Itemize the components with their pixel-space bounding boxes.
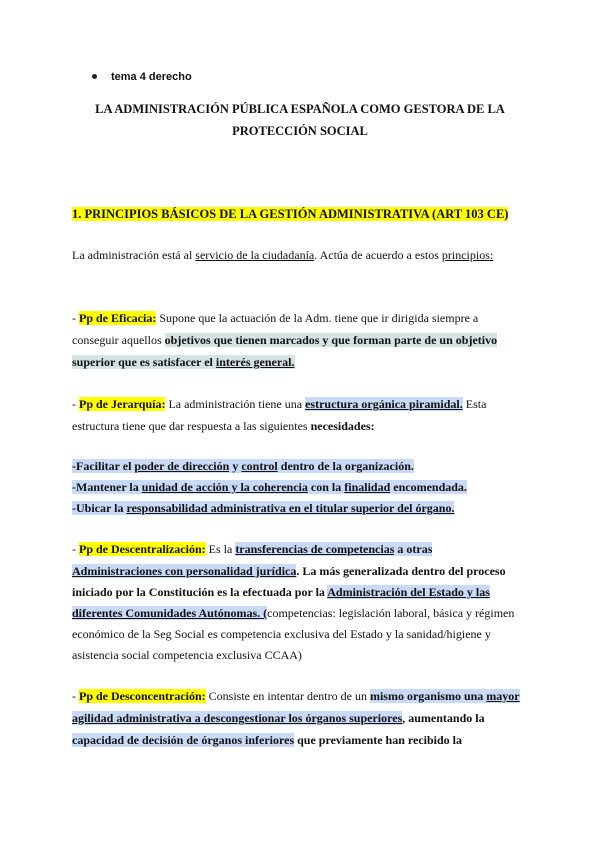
highlight-text: unidad de acción y la coherencia xyxy=(141,480,308,494)
section-heading xyxy=(72,203,532,225)
jerarquia-line xyxy=(72,393,532,415)
highlight-text: encomendada. xyxy=(390,480,467,494)
highlight-text: a otras xyxy=(394,542,433,556)
highlight-text: control xyxy=(241,459,278,473)
text: económico de la Seg Social es competencia exclusiva del Estado y la sanidad/higiene y xyxy=(72,627,491,641)
intro-paragraph xyxy=(72,244,532,266)
bullet-item xyxy=(92,71,192,83)
text: estructura tiene que dar respuesta a las siguientes xyxy=(72,419,311,433)
principle-label: Pp de Jerarquía: xyxy=(79,397,166,411)
descentral-line xyxy=(72,538,532,560)
highlight-text: interés general. xyxy=(215,355,295,369)
need-line xyxy=(72,497,532,519)
intro-underlined: servicio de la ciudadanía xyxy=(195,248,315,262)
highlight-text: finalidad xyxy=(344,480,391,494)
need-line xyxy=(72,476,532,498)
eficacia-line xyxy=(72,329,532,351)
dash: - xyxy=(72,542,79,556)
document-title-line1: LA ADMINISTRACIÓN PÚBLICA ESPAÑOLA COMO GESTORA DE LA xyxy=(95,102,505,116)
highlight-text: mismo organismo una xyxy=(369,689,487,703)
text: La administración tiene una xyxy=(165,397,306,411)
highlight-text: -Facilitar el xyxy=(72,459,135,473)
highlight-text: -Ubicar la xyxy=(72,501,127,515)
desconc-line xyxy=(72,685,532,707)
section-heading-text: 1. PRINCIPIOS BÁSICOS DE LA GESTIÓN ADMINISTRATIVA (ART 103 CE) xyxy=(72,207,509,221)
bold-text: . La más generalizada dentro del proceso xyxy=(296,564,506,578)
highlight-text: diferentes Comunidades Autónomas. ( xyxy=(72,606,268,620)
highlight-text: -Mantener la xyxy=(72,480,142,494)
highlight-text: con la xyxy=(307,480,345,494)
need-line xyxy=(72,455,532,477)
descentral-line xyxy=(72,623,532,645)
bullet-dot-icon xyxy=(92,74,97,79)
eficacia-line xyxy=(72,307,532,329)
bullet-text: tema 4 derecho xyxy=(111,71,192,83)
principle-label: Pp de Descentralización: xyxy=(79,542,206,556)
jerarquia-line xyxy=(72,415,532,437)
desconc-line xyxy=(72,729,532,751)
document-title-line2: PROTECCIÓN SOCIAL xyxy=(232,124,368,138)
text: competencias: legislación laboral, básica y régimen xyxy=(267,606,515,620)
highlight-text: responsabilidad administrativa en el titular superior del órgano. xyxy=(126,501,455,515)
text: Supone que la actuación de la Adm. tiene que ir dirigida siempre a xyxy=(156,311,479,325)
principle-label: Pp de Desconcentración: xyxy=(79,689,206,703)
bold-text: iniciado por la Constitución es la efectuada por la xyxy=(72,585,328,599)
descentral-line xyxy=(72,602,532,624)
highlight-text: mayor xyxy=(486,689,520,703)
descentral-line xyxy=(72,644,532,666)
dash: - xyxy=(72,689,79,703)
principle-label: Pp de Eficacia: xyxy=(79,311,157,325)
highlight-text: Administración del Estado y las xyxy=(327,585,490,599)
highlight-text: superior que es satisfacer el xyxy=(72,355,216,369)
descentral-line xyxy=(72,581,532,603)
bold-text: , aumentando la xyxy=(402,711,485,725)
highlight-text: objetivos que tienen marcados y que forman parte de un objetivo xyxy=(164,333,498,347)
intro-underlined: principios: xyxy=(441,248,494,262)
intro-text: . Actúa de acuerdo a estos xyxy=(314,248,442,262)
bold-text: necesidades: xyxy=(310,419,375,433)
desconc-line xyxy=(72,707,532,729)
highlight-text: agilidad administrativa a descongestionar los órganos superiores xyxy=(72,711,403,725)
text: Es la xyxy=(205,542,236,556)
highlight-text: dentro de la organización. xyxy=(277,459,414,473)
highlight-text: Administraciones con personalidad jurídica xyxy=(72,564,297,578)
highlight-text: estructura orgánica piramidal. xyxy=(305,397,463,411)
eficacia-line xyxy=(72,351,532,373)
highlight-text: y xyxy=(229,459,242,473)
descentral-line xyxy=(72,560,532,582)
text: Esta xyxy=(462,397,487,411)
intro-text: La administración está al xyxy=(72,248,196,262)
highlight-text: transferencias de competencias xyxy=(235,542,395,556)
text: conseguir aquellos xyxy=(72,333,165,347)
text: Consiste en intentar dentro de un xyxy=(205,689,370,703)
highlight-text: poder de dirección xyxy=(134,459,230,473)
dash: - xyxy=(72,397,79,411)
dash: - xyxy=(72,311,79,325)
text: asistencia social competencia exclusiva CCAA) xyxy=(72,648,302,662)
highlight-text: capacidad de decisión de órganos inferiores xyxy=(72,733,295,747)
bold-text: que previamente han recibido la xyxy=(294,733,463,747)
